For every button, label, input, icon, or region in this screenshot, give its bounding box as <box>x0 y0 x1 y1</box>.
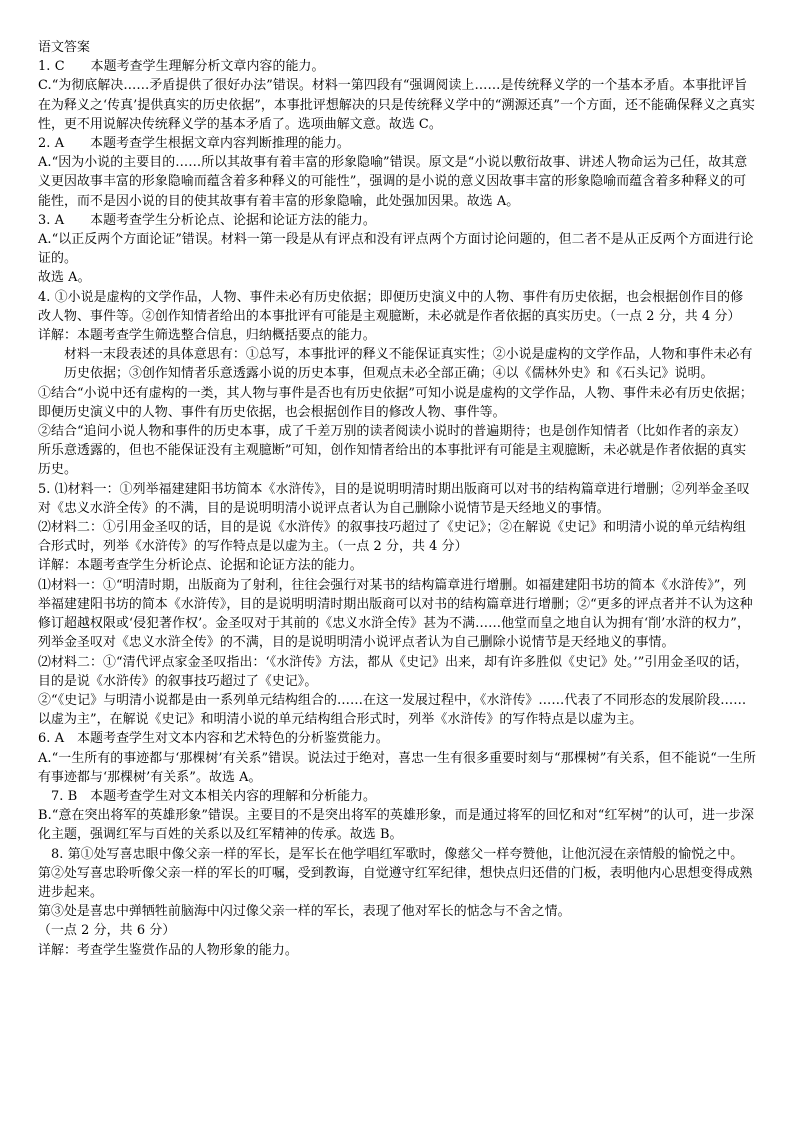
answer-8-point-3: 第③处是喜忠中弹牺牲前脑海中闪过像父亲一样的军长，表现了他对军长的惦念与不舍之情。 <box>38 904 571 920</box>
document-title: 语文答案 <box>38 40 90 55</box>
answer-4-text: 4. ①小说是虚构的文学作品，人物、事件未必有历史依据；即便历史演义中的人物、事件有历史依据，也会根据创作目的修改人物、事件等。②创作知情者给出的本事批评有可能是主观臆断，未必就是作者依据的真实历史。（一点 2 分，共 4 分） <box>38 289 744 324</box>
answer-7-heading: 7. B 本题考查学生对文本相关内容的理解和分析能力。 <box>51 788 377 804</box>
answer-2-explanation: A.“因为小说的主要目的……所以其故事有着丰富的形象隐喻”错误。原文是“小说以敷衍故事、讲述人物命运为己任，故其意义更因故事丰富的形象隐喻而蕴含着多种释义的可能性”，强调的是小说的意义因故事丰富的形象隐喻而蕴含着多种释义的可能性，而不是因小说的目的使其故事有着丰富的形象隐喻，此处强加因果。故选 A。 <box>38 155 748 209</box>
answer-4-detail-heading: 详解：本题考查学生筛选整合信息，归纳概括要点的能力。 <box>38 328 376 344</box>
answer-5-detail-heading: 详解：本题考查学生分析论点、论据和论证方法的能力。 <box>38 558 363 574</box>
answer-5-detail-part-1: ⑴材料一：①“明清时期，出版商为了射利，往往会强行对某书的结构篇章进行增删。如福建建阳书坊的简本《水浒传》”，列举福建建阳书坊的简本《水浒传》，目的是说明明清时期出版商可以对书的结构篇章进行增删；②“更多的评点者并不认为这种修订超越权限或‘侵犯著作权’。金圣叹对于其前的《忠义水浒全传》甚为不满……他堂而皇之地自认为拥有‘削’水浒的权力”，列举金圣叹对《忠义水浒全传》的不满，目的是说明明清小说评点者认为自己删除小说情节是天经地义的事情。 <box>38 577 753 651</box>
answer-3-explanation: A.“以正反两个方面论证”错误。材料一第一段是从有评点和没有评点两个方面讨论问题的，但二者不是从正反两个方面进行论证的。 <box>38 232 754 267</box>
answer-8-detail: 详解：考查学生鉴赏作品的人物形象的能力。 <box>38 942 298 958</box>
answer-5-detail-part-2a: ⑵材料二：①“清代评点家金圣叹指出：‘《水浒传》方法，都从《史记》出来，却有许多胜似《史记》处。’”引用金圣叹的话，目的是说《水浒传》的叙事技巧超过了《史记》。 <box>38 654 749 689</box>
answer-2-heading: 2. A 本题考查学生根据文章内容判断推理的能力。 <box>38 136 350 152</box>
answer-5-detail-part-2b: ②“《史记》与明清小说都是由一系列单元结构组合的……在这一发展过程中，《水浒传》……代表了不同形态的发展阶段……以虚为主”，在解说《史记》和明清小说的单元结构组合形式时，列举《水浒传》的写作特点是以虚为主。 <box>38 692 747 728</box>
answer-4-detail-summary: 材料一末段表述的具体意思有：①总写，本事批评的释义不能保证真实性；②小说是虚构的文学作品，人物和事件未必有历史依据；③创作知情者乐意透露小说的历史本事，但观点未必全部正确；④以《儒林外史》和《石头记》说明。 <box>64 347 753 382</box>
answer-3-heading: 3. A 本题考查学生分析论点、论据和论证方法的能力。 <box>38 212 376 228</box>
answer-5-part-1: 5. ⑴材料一：①列举福建建阳书坊简本《水浒传》，目的是说明明清时期出版商可以对书的结构篇章进行增删；②列举金圣叹对《忠义水浒全传》的不满，目的是说明明清小说评点者认为自己删除小说情节是天经地义的事情。 <box>38 481 750 516</box>
answer-8-point-2: 第②处写喜忠聆听像父亲一样的军长的叮嘱，受到教诲，自觉遵守红军纪律，想快点归还借的门板，表明他内心思想变得成熟进步起来。 <box>38 865 753 900</box>
answer-4-detail-point-2: ②结合“追问小说人物和事件的历史本事，成了千差万别的读者阅读小说时的普遍期待；也是创作知情者（比如作者的亲友）所乐意透露的，但也不能保证没有主观臆断”可知，创作知情者给出的本事批评有可能是主观臆断，未必就是作者依据的真实历史。 <box>38 424 747 478</box>
answer-6-explanation: A.“一生所有的事迹都与‘那棵树’有关系”错误。说法过于绝对，喜忠一生有很多重要时刻与“那棵树”有关系，但不能说“一生所有事迹都与‘那棵树’有关系”。故选 A。 <box>38 750 756 785</box>
answer-4-detail-point-1: ①结合“小说中还有虚构的一类，其人物与事件是否也有历史依据”可知小说是虚构的文学作品，人物、事件未必有历史依据；即便历史演义中的人物、事件有历史依据，也会根据创作目的修改人物、事件等。 <box>38 385 753 420</box>
answer-8-point-1: 8. 第①处写喜忠眼中像父亲一样的军长，是军长在他学唱红军歌时，像慈父一样夸赞他，让他沉浸在亲情般的愉悦之中。 <box>51 846 744 862</box>
answer-5-part-2: ⑵材料二：①引用金圣叹的话，目的是说《水浒传》的叙事技巧超过了《史记》；②在解说《史记》和明清小说的单元结构组合形式时，列举《水浒传》的写作特点是以虚为主。（一点 2 分，共 4 分） <box>38 520 747 555</box>
answer-1-heading: 1. C 本题考查学生理解分析文章内容的能力。 <box>38 59 325 75</box>
answer-7-explanation: B.“意在突出将军的英雄形象”错误。主要目的不是突出将军的英雄形象，而是通过将军的回忆和对“红军树”的认可，进一步深化主题，强调红军与百姓的关系以及红军精神的传承。故选 B。 <box>38 808 755 843</box>
answer-8-scoring: （一点 2 分，共 6 分） <box>38 923 176 939</box>
answer-6-heading: 6. A 本题考查学生对文本内容和艺术特色的分析鉴赏能力。 <box>38 731 389 747</box>
answer-3-conclusion: 故选 A。 <box>38 270 91 286</box>
answer-1-explanation: C.“为彻底解决……矛盾提供了很好办法”错误。材料一第四段有“强调阅读上……是传统释义学的一个基本矛盾。本事批评旨在为释义之‘传真’提供真实的历史依据”，本事批评想解决的只是传统释义学中的“溯源还真”一个方面，还不能确保释义之真实性，更不用说解决传统释义学的基本矛盾了。选项曲解文意。故选 C。 <box>38 78 755 132</box>
